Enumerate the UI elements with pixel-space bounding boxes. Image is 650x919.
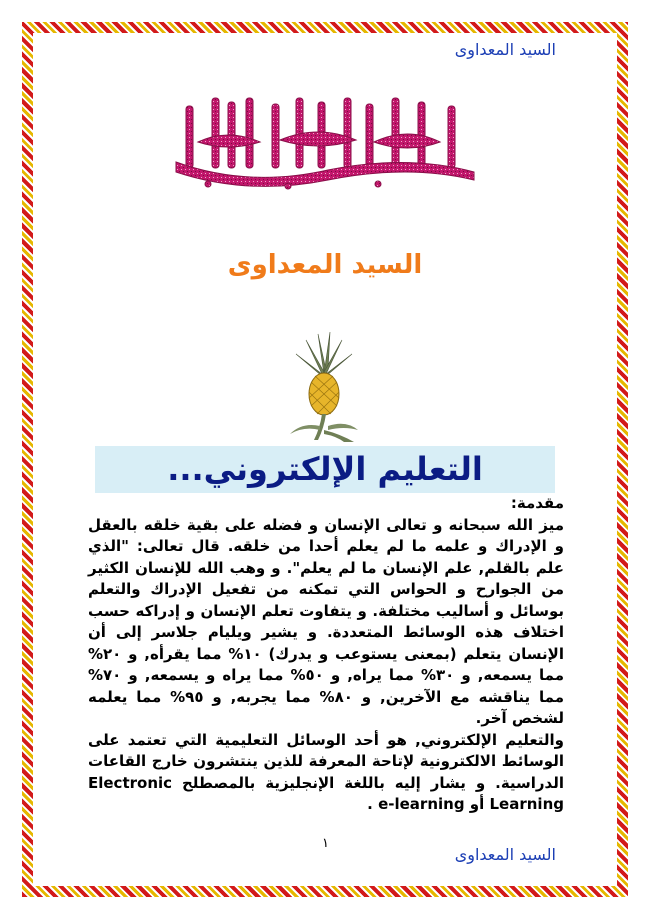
footer-author-name: السيد المعداوى [454, 845, 556, 864]
page-title: التعليم الإلكتروني... [167, 450, 483, 488]
author-heading: السيد المعداوى [227, 250, 423, 280]
pineapple-illustration [284, 330, 364, 442]
basmala-calligraphy [168, 92, 484, 192]
title-banner [95, 446, 555, 493]
paragraph-1: ميز الله سبحانه و تعالى الإنسان و فضله على بقية خلقه بالعقل و الإدراك و علمه ما لم يعلم أحدا من خلقه. قال تعالى: "الذي علم بالقلم, علم الإنسان ما لم يعلم". و وهب الله للإنسان الكثير من الجوارح و الحواس التي تمكنه من تفعيل الإدراك والتعلم بوسائل و أساليب مختلفة. و يتفاوت تعلم الإنسان و إدراكه حسب اختلاف هذه الوسائط المتعددة. و يشير ويليام جلاسر إلى أن الإنسان يتعلم (بمعنى يستوعب و يدرك) ١٠% مما يقرأه, و ٢٠% مما يسمعه, و ٣٠% مما يراه, و ٥٠% مما يراه و يسمعه, و ٧٠% مما يناقشه مع الآخرين, و ٨٠% مما يجربه, و ٩٥% مما يعلمه لشخص آخر. [88, 515, 565, 727]
paragraph-2: والتعليم الإلكتروني, هو أحد الوسائل التعليمية التي تعتمد على الوسائط الالكترونية لإتاحة المعرفة للذين ينتشرون خارج القاعات الدراسية. و يشار إليه باللغة الإنجليزية بالمصطلح Electronic Learning أو e-learning . [88, 730, 564, 813]
body-text [88, 493, 564, 816]
page-number: ١ [322, 836, 329, 851]
intro-label: مقدمة: [510, 494, 564, 512]
header-author-name: السيد المعداوى [454, 40, 556, 59]
